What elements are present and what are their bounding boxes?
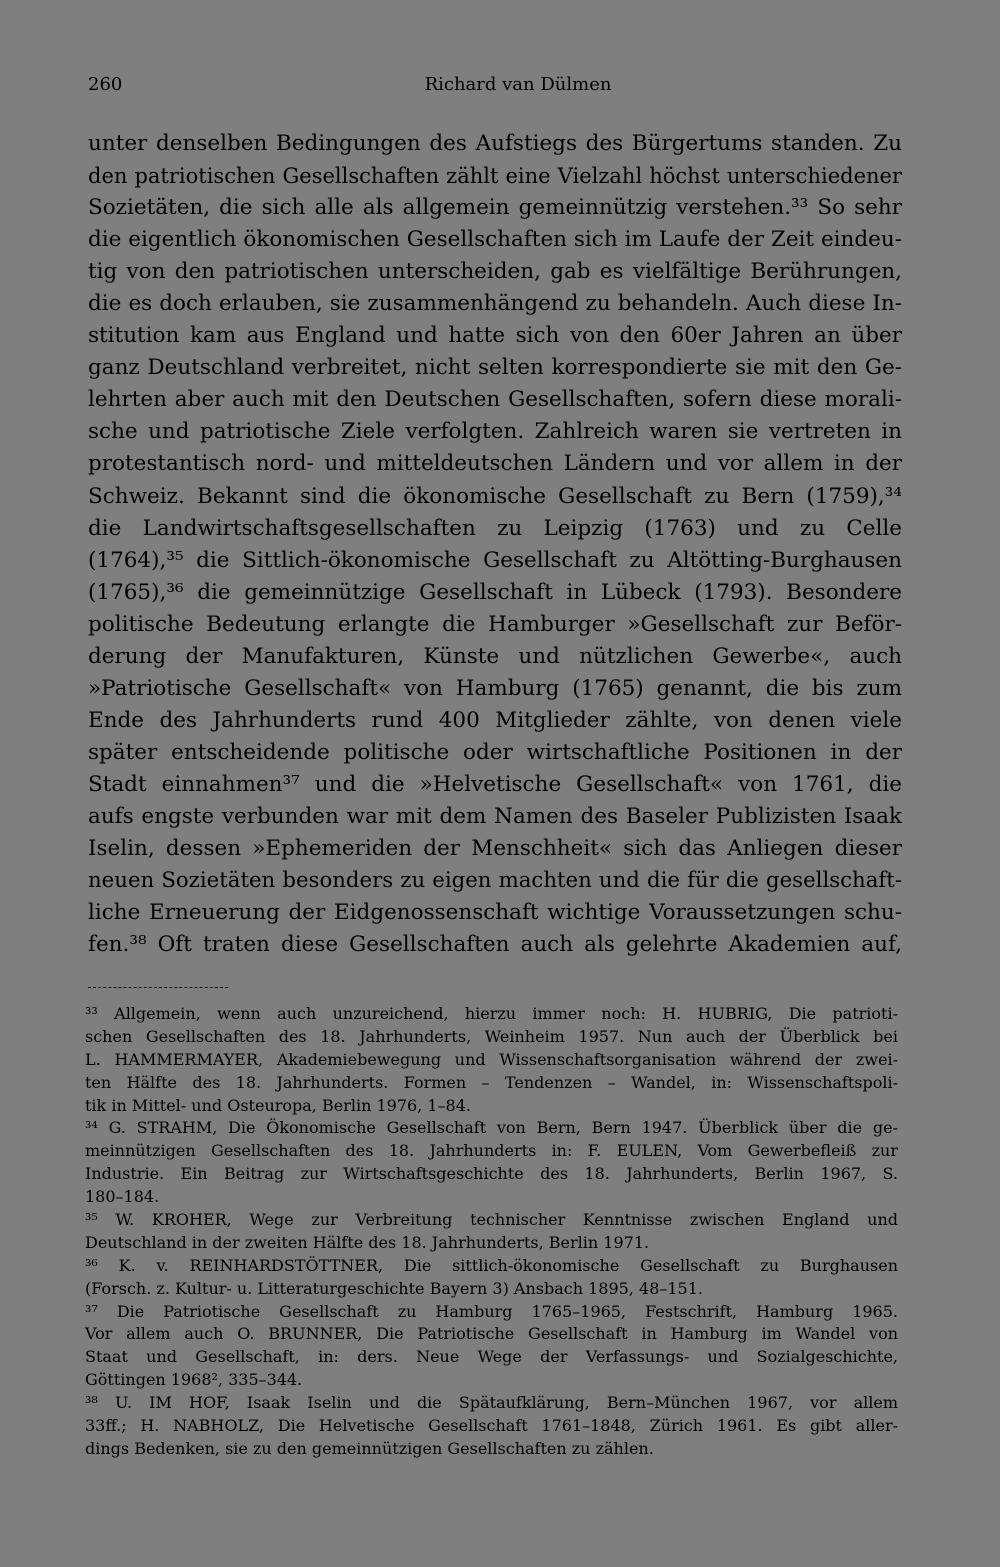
body-line: derung der Manufakturen, Künste und nützlichen Gewerbe«, auch [88,643,902,669]
footnote-line: schen Gesellschaften des 18. Jahrhunderts, Weinheim 1957. Nun auch der Überblick bei [85,1026,898,1046]
body-line: lehrten aber auch mit den Deutschen Gesellschaften, sofern diese morali- [88,387,902,413]
footnote-line: ³⁷ Die Patriotische Gesellschaft zu Hamburg 1765–1965, Festschrift, Hamburg 1965. [85,1301,898,1321]
footnote-line: Deutschland in der zweiten Hälfte des 18. Jahrhunderts, Berlin 1971. [85,1232,650,1252]
body-line: ganz Deutschland verbreitet, nicht selten korrespondierte sie mit den Ge- [88,355,902,381]
footnote-line: ³³ Allgemein, wenn auch unzureichend, hierzu immer noch: H. HUBRIG, Die patrioti- [85,1004,898,1023]
body-line: politische Bedeutung erlangte die Hamburger »Gesellschaft zur Beför- [88,611,902,637]
body-line: später entscheidende politische oder wirtschaftliche Positionen in der [88,739,902,765]
body-line: tig von den patriotischen unterscheiden, gab es vielfältige Berührungen, [88,259,902,285]
footnote-line: 180–184. [85,1187,160,1207]
footnote-line: dings Bedenken, sie zu den gemeinnützigen Gesellschaften zu zählen. [85,1438,654,1458]
footnote-line: (Forsch. z. Kultur- u. Litteraturgeschichte Bayern 3) Ansbach 1895, 48–151. [85,1278,703,1298]
running-head: Richard van Dülmen [424,74,612,95]
body-line: liche Erneuerung der Eidgenossenschaft wichtige Voraussetzungen schu- [88,900,902,926]
body-line: die Landwirtschaftsgesellschaften zu Leipzig (1763) und zu Celle [88,515,902,541]
body-line: Sozietäten, die sich alle als allgemein gemeinnützig verstehen.³³ So sehr [88,195,902,221]
body-line: aufs engste verbunden war mit dem Namen des Baseler Publizisten Isaak [88,803,902,829]
body-text [88,128,902,961]
body-line: fen.³⁸ Oft traten diese Gesellschaften auch als gelehrte Akademien auf, [88,932,902,958]
footnote-divider [88,987,228,988]
body-line: sche und patriotische Ziele verfolgten. Zahlreich waren sie vertreten in [88,419,902,445]
body-line: protestantisch nord- und mitteldeutschen Ländern und vor allem in der [88,451,902,477]
footnote-line: ³⁵ W. KROHER, Wege zur Verbreitung technischer Kenntnisse zwischen England und [85,1210,898,1230]
body-line: die es doch erlauben, sie zusammenhängend zu behandeln. Auch diese In- [88,291,902,317]
footnote-line: Vor allem auch O. BRUNNER, Die Patriotische Gesellschaft in Hamburg im Wandel von [85,1324,898,1344]
footnote-line: Staat und Gesellschaft, in: ders. Neue Wege der Verfassungs- und Sozialgeschichte, [85,1347,898,1367]
footnote-line: tik in Mittel- und Osteuropa, Berlin 1976, 1–84. [85,1095,471,1115]
footnote-line: L. HAMMERMAYER, Akademiebewegung und Wissenschaftsorganisation während der zwei- [85,1049,898,1069]
body-line: stitution kam aus England und hatte sich von den 60er Jahren an über [88,323,902,349]
footnotes [85,1002,898,1460]
body-line: Stadt einnahmen³⁷ und die »Helvetische Gesellschaft« von 1761, die [88,771,902,797]
footnote-line: ten Hälfte des 18. Jahrhunderts. Formen – Tendenzen – Wandel, in: Wissenschaftspoli- [85,1072,898,1092]
body-line: Ende des Jahrhunderts rund 400 Mitglieder zählte, von denen viele [88,707,902,733]
footnote-line: meinnützigen Gesellschaften des 18. Jahrhunderts in: F. EULEN, Vom Gewerbefleiß zur [85,1141,898,1161]
footnote-line: Göttingen 1968², 335–344. [85,1370,303,1390]
footnote-line: 33ff.; H. NABHOLZ, Die Helvetische Gesellschaft 1761–1848, Zürich 1961. Es gibt aller- [85,1416,898,1436]
footnote-line: ³⁸ U. IM HOF, Isaak Iselin und die Spätaufklärung, Bern–München 1967, vor allem [85,1393,898,1413]
footnote-line: ³⁴ G. STRAHM, Die Ökonomische Gesellschaft von Bern, Bern 1947. Überblick über die ge- [85,1118,898,1138]
footnote-line: ³⁶ K. v. REINHARDSTÖTTNER, Die sittlich-ökonomische Gesellschaft zu Burghausen [85,1255,898,1275]
body-line: Iselin, dessen »Ephemeriden der Menschheit« sich das Anliegen dieser [88,836,902,862]
body-line: neuen Sozietäten besonders zu eigen machten und die für die gesellschaft- [88,868,902,894]
footnote-line: Industrie. Ein Beitrag zur Wirtschaftsgeschichte des 18. Jahrhunderts, Berlin 1967, S. [85,1164,898,1184]
body-line: Schweiz. Bekannt sind die ökonomische Gesellschaft zu Bern (1759),³⁴ [88,483,902,509]
body-line: (1764),³⁵ die Sittlich-ökonomische Gesellschaft zu Altötting-Burghausen [88,547,902,573]
body-line: »Patriotische Gesellschaft« von Hamburg (1765) genannt, die bis zum [88,675,902,701]
body-line: (1765),³⁶ die gemeinnützige Gesellschaft in Lübeck (1793). Besondere [88,579,902,605]
body-line: die eigentlich ökonomischen Gesellschaften sich im Laufe der Zeit eindeu- [88,227,902,253]
page-header [88,74,914,100]
body-line: den patriotischen Gesellschaften zählt eine Vielzahl höchst unterschiedener [88,164,902,189]
body-line: unter denselben Bedingungen des Aufstiegs des Bürgertums standen. Zu [88,131,902,156]
page-number: 260 [88,74,123,95]
